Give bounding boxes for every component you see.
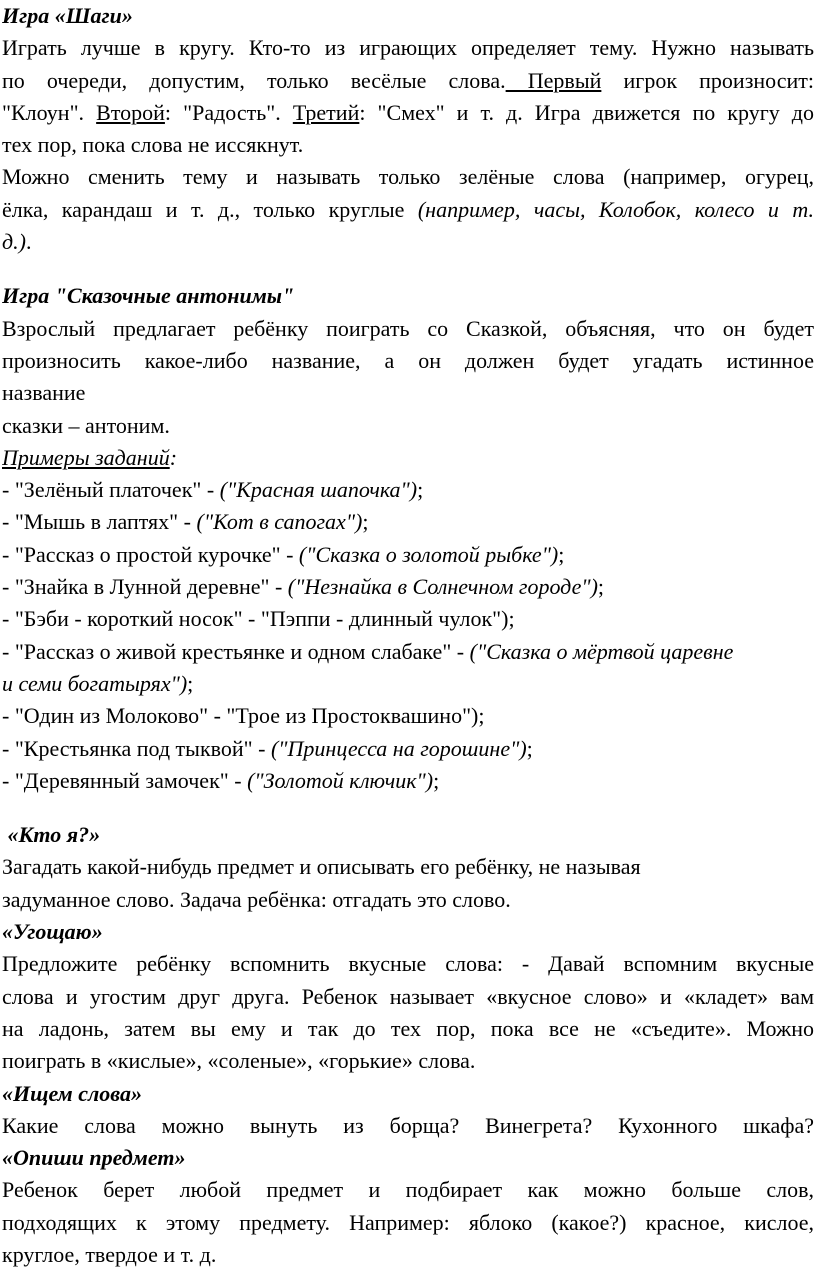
list-item: - "Крестьянка под тыквой" - ("Принцесса на горошине");	[2, 735, 533, 761]
underlined-word: Первый	[505, 67, 602, 93]
list-item: - "Мышь в лаптях" - ("Кот в сапогах");	[2, 509, 369, 535]
list-item: - "Рассказ о живой крестьянке и одном слабаке" - ("Сказка о мёртвой царевне	[2, 638, 734, 664]
paragraph-line: задуманное слово. Задача ребёнка: отгадать это слово.	[2, 886, 511, 912]
list-item: - "Один из Молоково" - "Трое из Простоквашино");	[2, 703, 485, 729]
paragraph-line: подходящих к этому предмету. Например: яблоко (какое?) красное, кислое,	[2, 1209, 814, 1235]
examples-label: Примеры заданий:	[2, 444, 178, 470]
heading-game-find-words: «Ищем слова»	[2, 1080, 142, 1106]
paragraph-line: Можно сменить тему и называть только зелёные слова (например, огурец,	[2, 164, 814, 190]
paragraph-line: поиграть в «кислые», «соленые», «горькие» слова.	[2, 1048, 476, 1074]
heading-game-describe: «Опиши предмет»	[2, 1145, 186, 1171]
heading-game-antonyms: Игра "Сказочные антонимы"	[2, 283, 295, 309]
paragraph-line: Какие слова можно вынуть из борща? Винегрета? Кухонного шкафа?	[2, 1112, 814, 1138]
paragraph-line: Взрослый предлагает ребёнку поиграть со Сказкой, объясняя, что он будет	[2, 315, 814, 341]
list-item: - "Деревянный замочек" - ("Золотой ключик");	[2, 767, 440, 793]
list-item: и семи богатырях");	[2, 670, 194, 696]
paragraph-line: на ладонь, затем вы ему и так до тех пор, пока все не «съедите». Можно	[2, 1015, 814, 1041]
list-item: - "Знайка в Лунной деревне" - ("Незнайка в Солнечном городе");	[2, 574, 605, 600]
paragraph-line: произносить какое-либо название, а он должен будет угадать истинное	[2, 347, 814, 373]
underlined-word: Второй	[96, 99, 165, 125]
heading-game-steps: Игра «Шаги»	[2, 3, 133, 28]
list-item: - "Бэби - короткий носок" - "Пэппи - длинный чулок");	[2, 606, 515, 632]
paragraph-line: "Клоун". Второй: "Радость". Третий: "Смех" и т. д. Игра движется по кругу до	[2, 99, 814, 125]
paragraph-line: тех пор, пока слова не иссякнут.	[2, 132, 304, 158]
paragraph-line: название	[2, 380, 86, 406]
paragraph-line: круглое, твердое и т. д.	[2, 1241, 217, 1267]
underlined-word: Третий	[292, 99, 360, 125]
heading-game-who-am-i: «Кто я?»	[2, 822, 101, 848]
paragraph-line: Загадать какой-нибудь предмет и описывать его ребёнку, не называя	[2, 854, 641, 880]
paragraph-line: сказки – антоним.	[2, 412, 170, 438]
list-item: - "Зелёный платочек" - ("Красная шапочка");	[2, 477, 424, 503]
paragraph-line: Ребенок берет любой предмет и подбирает как можно больше слов,	[2, 1177, 814, 1203]
paragraph-line: ёлка, карандаш и т. д., только круглые (например, часы, Колобок, колесо и т.	[2, 196, 814, 222]
heading-game-treat: «Угощаю»	[2, 919, 103, 945]
paragraph-line: Предложите ребёнку вспомнить вкусные слова: - Давай вспомним вкусные	[2, 951, 814, 977]
paragraph-line: слова и угостим друг друга. Ребенок называет «вкусное слово» и «кладет» вам	[2, 983, 814, 1009]
paragraph-line: д.).	[2, 229, 32, 255]
paragraph-line: по очереди, допустим, только весёлые слова. Первый игрок произносит:	[2, 67, 814, 93]
list-item: - "Рассказ о простой курочке" - ("Сказка о золотой рыбке");	[2, 541, 565, 567]
paragraph-line: Играть лучше в кругу. Кто-то из играющих определяет тему. Нужно называть	[2, 35, 814, 61]
